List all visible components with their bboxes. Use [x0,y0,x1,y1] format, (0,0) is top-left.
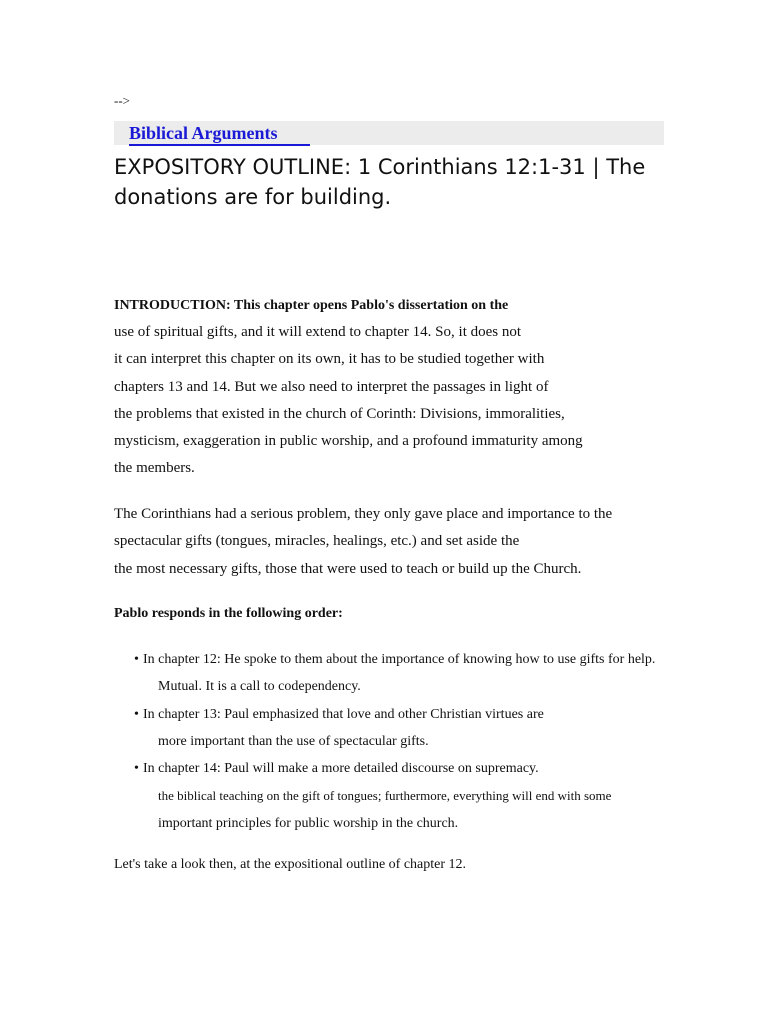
list-item [134,646,694,673]
intro-line: chapters 13 and 14. But we also need to interpret the passages in light of [114,378,549,395]
bullet-continuation: more important than the use of spectacular gifts. [158,733,429,749]
closing-sentence: Let's take a look then, at the expositional outline of chapter 12. [114,857,467,872]
bullet-text: In chapter 13: Paul emphasized that love and other Christian virtues are [143,706,544,722]
bullet-marker: • [134,761,139,777]
intro-line: INTRODUCTION: This chapter opens Pablo's dissertation on the [114,298,509,313]
bullet-text: In chapter 14: Paul will make a more detailed discourse on supremacy. [143,761,539,777]
chapter-bullet-list [134,646,694,837]
intro-line: the members. [114,460,195,477]
stray-arrow-text: --> [114,93,130,108]
intro-line: the problems that existed in the church of Corinth: Divisions, immoralities, [114,405,565,422]
biblical-arguments-link[interactable]: Biblical Arguments [129,122,310,146]
intro-line: it can interpret this chapter on its own, it has to be studied together with [114,351,545,368]
list-item [134,755,694,782]
paragraph-line: the most necessary gifts, those that were used to teach or build up the Church. [114,560,582,577]
bullet-marker: • [134,652,139,667]
page-title [114,152,674,212]
paragraph-line: spectacular gifts (tongues, miracles, healings, etc.) and set aside the [114,533,520,550]
bullet-marker: • [134,706,139,722]
title-line-1: EXPOSITORY OUTLINE: 1 Corinthians 12:1-31 | The [114,155,646,179]
header-bar [114,121,664,145]
order-heading: Pablo responds in the following order: [114,606,343,621]
corinthians-problem-paragraph [114,501,684,583]
intro-line: mysticism, exaggeration in public worship, and a profound immaturity among [114,433,583,450]
bullet-text: In chapter 12: He spoke to them about the importance of knowing how to use gifts for help. [143,652,656,667]
bullet-continuation: Mutual. It is a call to codependency. [158,679,361,695]
title-line-2: donations are for building. [114,185,392,209]
intro-line: use of spiritual gifts, and it will extend to chapter 14. So, it does not [114,324,522,340]
list-item [134,701,694,728]
bullet-continuation: important principles for public worship in the church. [158,815,459,831]
bullet-continuation: the biblical teaching on the gift of tongues; furthermore, everything will end with some [158,788,612,804]
introduction-paragraph [114,296,684,483]
paragraph-line: The Corinthians had a serious problem, they only gave place and importance to the [114,506,613,522]
